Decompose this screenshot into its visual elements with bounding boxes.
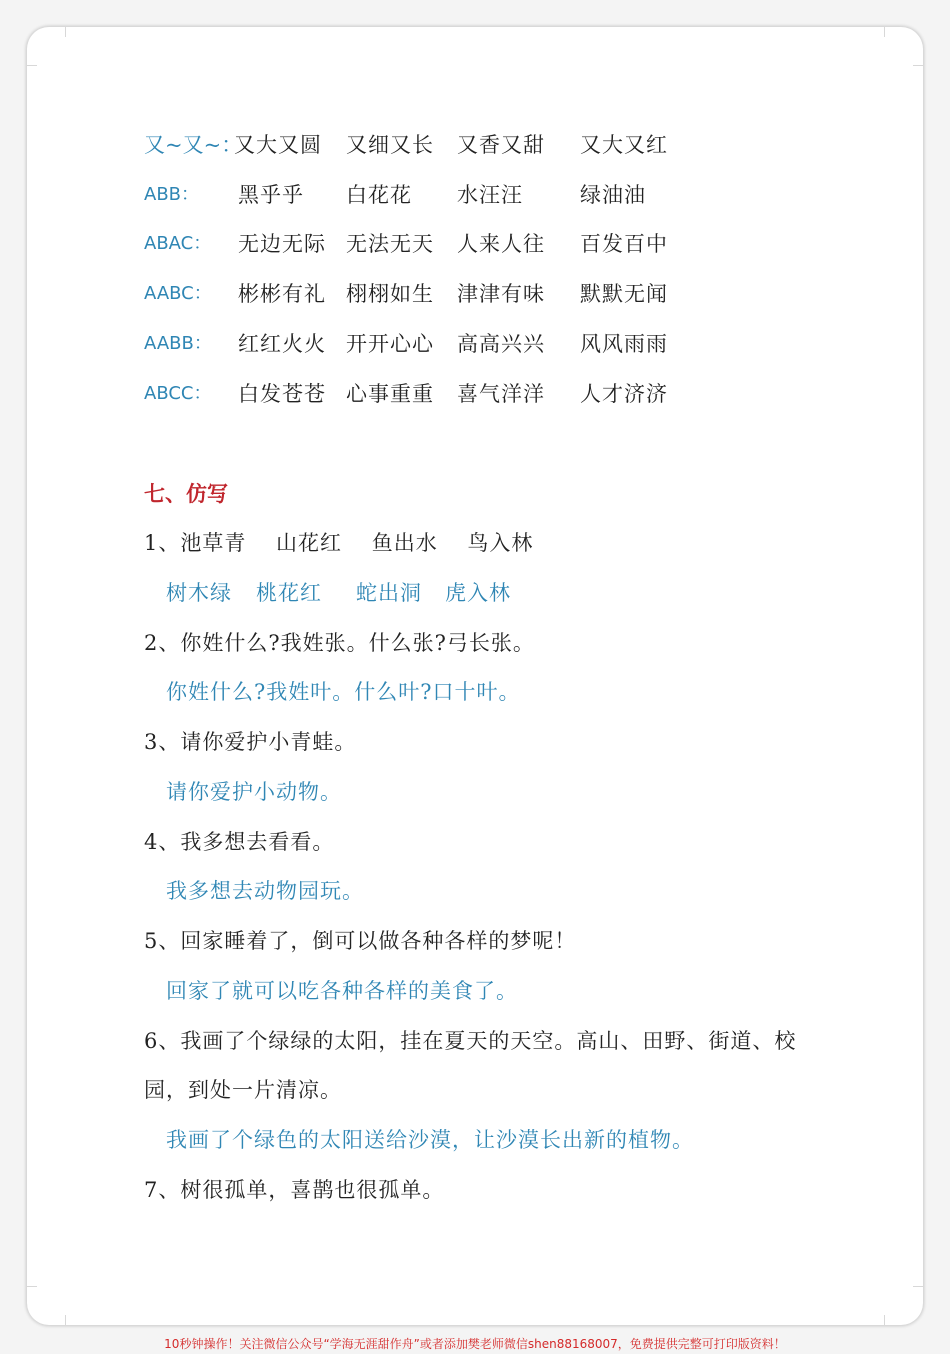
pattern-word: 开开心心 xyxy=(346,332,434,356)
exercise-question: 5、回家睡着了，倒可以做各种各样的梦呢！ xyxy=(144,929,577,953)
pattern-word: 栩栩如生 xyxy=(346,282,434,306)
footer-notice: 10秒钟操作！关注微信公众号“学海无涯甜作舟”或者添加樊老师微信shen88168007，免费提供完整可打印版资料！ xyxy=(164,1337,786,1351)
pattern-word: 心事重重 xyxy=(346,382,434,406)
exercise-question: 2、你姓什么?我姓张。什么张?弓长张。 xyxy=(144,631,535,655)
pattern-word: 水汪汪 xyxy=(457,183,523,207)
answer-word: 蛇出洞 xyxy=(356,581,422,605)
pattern-label: AABC： xyxy=(144,283,212,304)
pattern-word: 喜气洋洋 xyxy=(457,382,545,406)
pattern-word: 无法无天 xyxy=(346,232,434,256)
pattern-word: 彬彬有礼 xyxy=(238,282,326,306)
crop-mark xyxy=(884,27,885,37)
pattern-word: 高高兴兴 xyxy=(457,332,545,356)
pattern-label: ABCC： xyxy=(144,383,212,404)
exercise-question: 4、我多想去看看。 xyxy=(144,830,335,854)
pattern-label: AABB： xyxy=(144,333,212,354)
pattern-label: 又~又~： xyxy=(144,133,243,157)
exercise-question: 6、我画了个绿绿的太阳，挂在夏天的天空。高山、田野、街道、校 xyxy=(144,1029,797,1053)
exercise-question: 3、请你爱护小青蛙。 xyxy=(144,730,357,754)
pattern-word: 百发百中 xyxy=(580,232,668,256)
exercise-answer: 回家了就可以吃各种各样的美食了。 xyxy=(166,979,518,1003)
exercise-answer: 你姓什么?我姓叶。什么叶?口十叶。 xyxy=(166,680,521,704)
pattern-word: 默默无闻 xyxy=(580,282,668,306)
pattern-word: 黑乎乎 xyxy=(238,183,304,207)
answer-word: 虎入林 xyxy=(445,581,511,605)
pattern-word: 无边无际 xyxy=(238,232,326,256)
crop-mark xyxy=(913,65,923,66)
crop-mark xyxy=(913,1286,923,1287)
exercise-answer: 请你爱护小动物。 xyxy=(166,780,342,804)
pattern-word: 人来人往 xyxy=(457,232,545,256)
section-title: 七、仿写 xyxy=(144,481,228,506)
exercise-answer: 我画了个绿色的太阳送给沙漠，让沙漠长出新的植物。 xyxy=(166,1128,694,1152)
pattern-word: 又大又红 xyxy=(580,133,668,157)
crop-mark xyxy=(27,65,37,66)
pattern-word: 又大又圆 xyxy=(234,133,322,157)
exercise-answer xyxy=(166,577,526,609)
crop-mark xyxy=(884,1315,885,1325)
pattern-word: 又细又长 xyxy=(346,133,434,157)
crop-mark xyxy=(27,1286,37,1287)
exercise-question: 7、树很孤单，喜鹊也很孤单。 xyxy=(144,1178,445,1202)
pattern-word: 津津有味 xyxy=(457,282,545,306)
answer-word: 树木绿 xyxy=(166,581,232,605)
exercise-question: 1、池草青 山花红 鱼出水 鸟入林 xyxy=(144,531,534,555)
pattern-word: 红红火火 xyxy=(238,332,326,356)
pattern-word: 风风雨雨 xyxy=(580,332,668,356)
crop-mark xyxy=(65,27,66,37)
pattern-word: 白发苍苍 xyxy=(238,382,326,406)
pattern-label: ABB： xyxy=(144,184,200,205)
answer-word: 桃花红 xyxy=(256,581,322,605)
pattern-word: 绿油油 xyxy=(580,183,646,207)
pattern-word: 白花花 xyxy=(346,183,412,207)
pattern-word: 又香又甜 xyxy=(457,133,545,157)
pattern-word: 人才济济 xyxy=(580,382,668,406)
exercise-answer: 我多想去动物园玩。 xyxy=(166,879,364,903)
pattern-label: ABAC： xyxy=(144,233,212,254)
crop-mark xyxy=(65,1315,66,1325)
exercise-question-continued: 园，到处一片清凉。 xyxy=(144,1078,342,1102)
